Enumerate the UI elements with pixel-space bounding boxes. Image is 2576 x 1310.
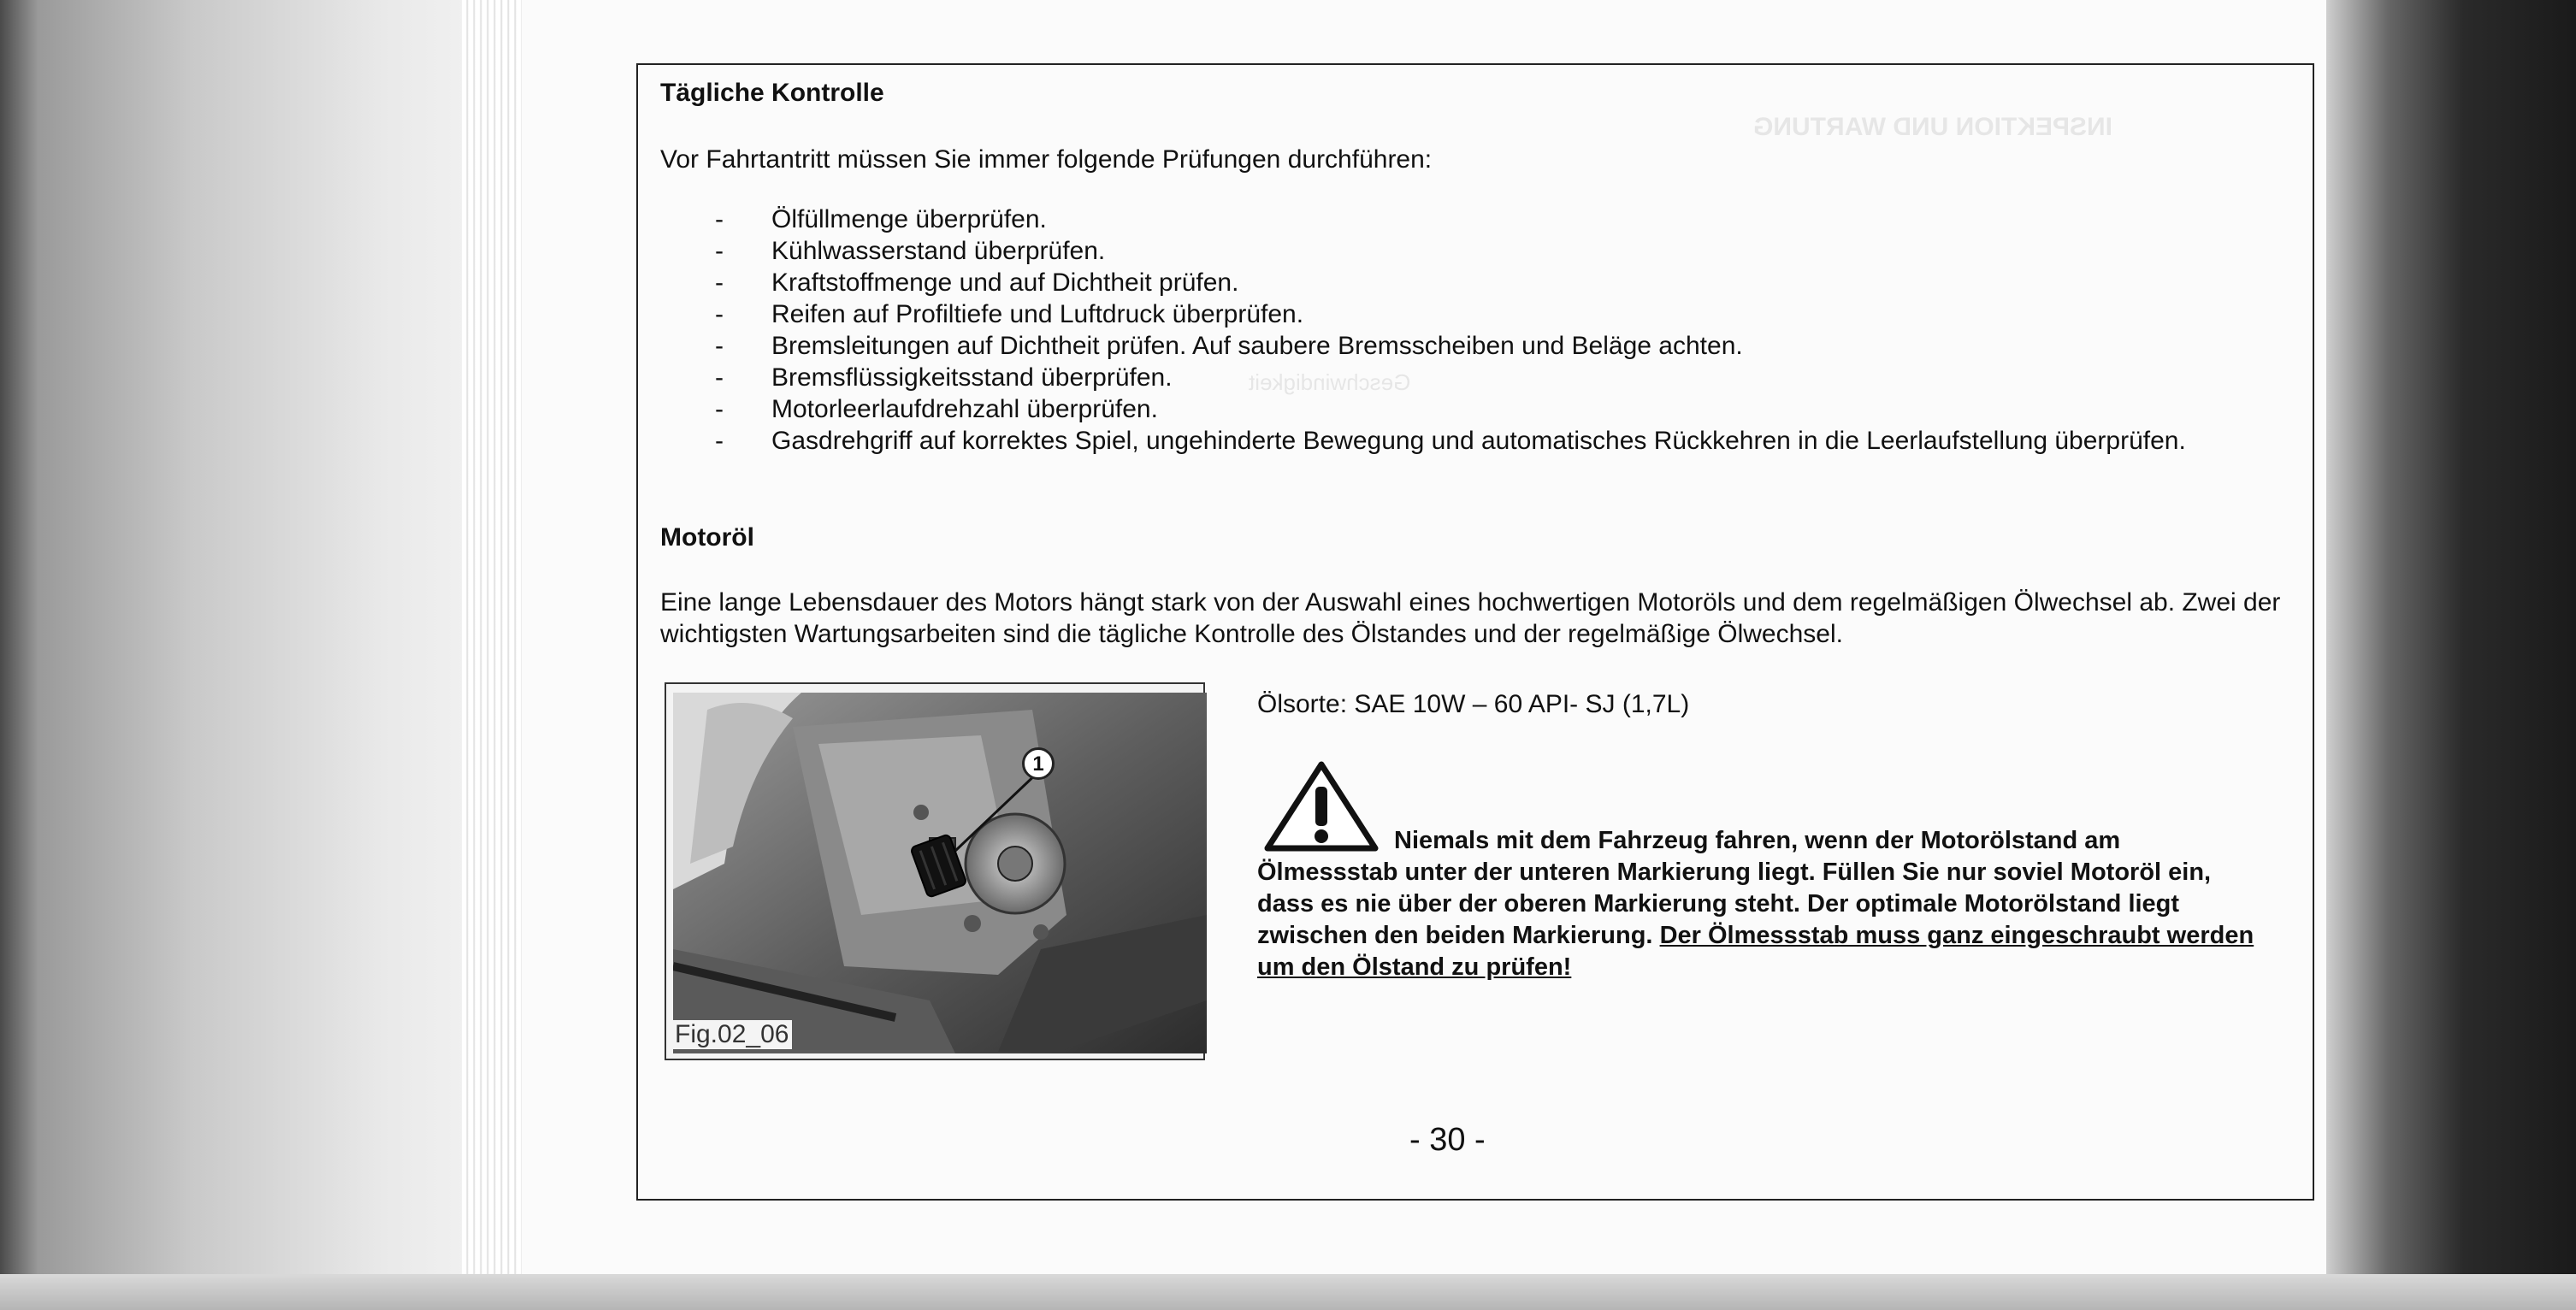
callout-number: 1 [1022, 747, 1055, 780]
left-page-shadow [0, 0, 479, 1310]
section-title-engine-oil: Motoröl [660, 523, 754, 552]
bullet: - [715, 332, 724, 360]
bullet: - [715, 205, 724, 233]
bullet: - [715, 363, 724, 392]
check-item-text: Gasdrehgriff auf korrektes Spiel, ungehinderte Bewegung und automatisches Rückkehren in die Leerlaufstellung überprüfen. [771, 427, 2186, 455]
check-item-text: Ölfüllmenge überprüfen. [771, 205, 1047, 233]
warning-text [1257, 825, 2266, 983]
bleed-through-heading: INSPEKTION UND WARTUNG [1753, 113, 2112, 141]
oil-paragraph: Eine lange Lebensdauer des Motors hängt stark von der Auswahl eines hochwertigen Motoröls und dem regelmäßigen Ölwechsel ab. Zwei der wichtigsten Wartungsarbeiten sind die tägliche Kontrolle des Ölstandes und der regelmäßige Ölwechsel. [660, 588, 2281, 648]
bullet: - [715, 237, 724, 265]
figure-box [665, 682, 1205, 1060]
bullet: - [715, 268, 724, 297]
bullet: - [715, 395, 724, 423]
check-item-text: Motorleerlaufdrehzahl überprüfen. [771, 395, 1158, 423]
warning-body: Ölmessstab unter der unteren Markierung liegt. Füllen Sie nur soviel Motoröl ein, dass es nie über der oberen Markierung steht. Der optimale Motorölstand liegt zwischen den beiden Markierung. [1257, 859, 2212, 949]
page-number: - 30 - [1409, 1122, 1486, 1158]
section-title-daily-check: Tägliche Kontrolle [660, 79, 884, 107]
warning-line-1: Niemals mit dem Fahrzeug fahren, wenn der Motorölstand am [1394, 827, 2121, 854]
bullet: - [715, 427, 724, 455]
check-item-text: Reifen auf Profiltiefe und Luftdruck überprüfen. [771, 300, 1304, 328]
check-item-text: Bremsflüssigkeitsstand überprüfen. [771, 363, 1173, 392]
bullet: - [715, 300, 724, 328]
bottom-edge [0, 1274, 2576, 1310]
binding-shadow [2326, 0, 2576, 1310]
engine-illustration [673, 693, 1207, 1053]
check-item-text: Kühlwasserstand überprüfen. [771, 237, 1106, 265]
intro-text: Vor Fahrtantritt müssen Sie immer folgende Prüfungen durchführen: [660, 145, 1433, 174]
bleed-through-speed: Geschwindigkeit [1249, 369, 1411, 395]
oil-spec: Ölsorte: SAE 10W – 60 API- SJ (1,7L) [1257, 690, 1690, 718]
engine-photo [673, 693, 1207, 1053]
check-item-text: Bremsleitungen auf Dichtheit prüfen. Auf saubere Bremsscheiben und Beläge achten. [771, 332, 1743, 360]
figure-label: Fig.02_06 [671, 1020, 792, 1049]
check-item-text: Kraftstoffmenge und auf Dichtheit prüfen. [771, 268, 1239, 297]
warning-underlined: Der Ölmessstab muss ganz eingeschraubt werden um den Ölstand zu prüfen! [1257, 922, 2254, 981]
